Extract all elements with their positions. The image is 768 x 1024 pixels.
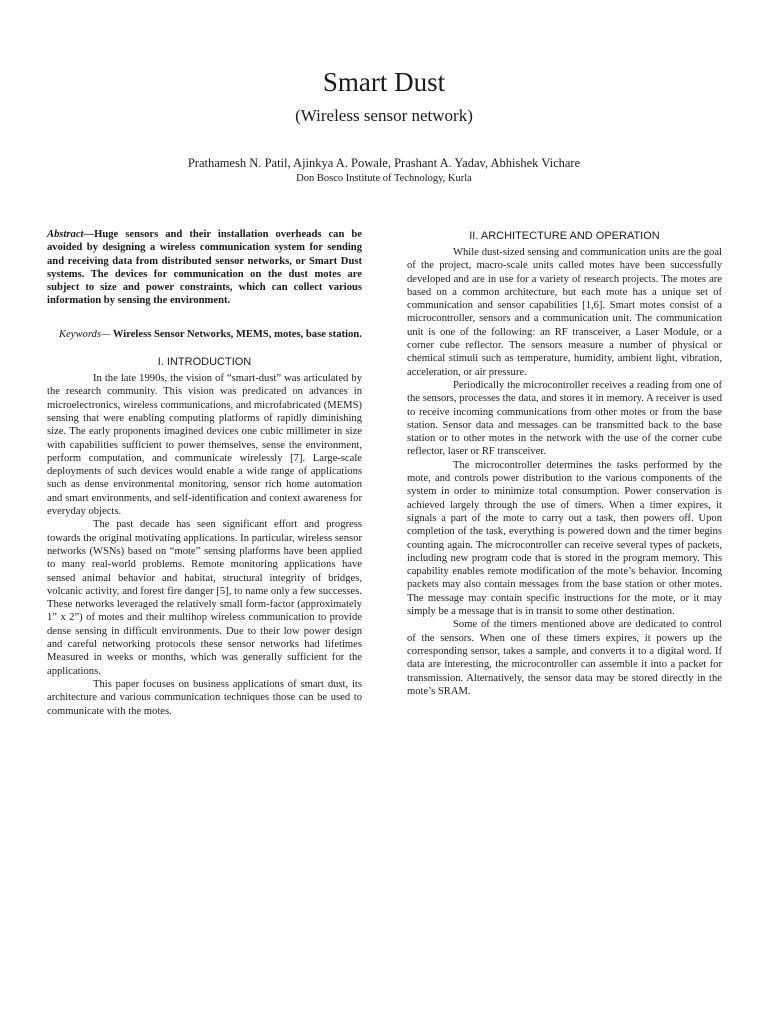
keywords xyxy=(47,328,362,341)
abstract-lead: Abstract xyxy=(47,229,84,240)
section-heading-architecture: II. ARCHITECTURE AND OPERATION xyxy=(469,230,660,242)
section-heading-introduction: I. INTRODUCTION xyxy=(157,356,252,369)
paragraph: In the late 1990s, the vision of “smart-dust” was articulated by the research community. This vision was predicated on advances in microelectronics, wireless communications, and microfabricated (MEMS) sensing that were enabling computing platforms of rapidly diminishing size. The early proponents imagined devices one cubic millimeter in size with capabilities sufficient to power themselves, sense the environment, perform computation, and communicate wirelessly [7]. Large-scale deployments of such devices would enable a wide range of applications such as dense environmental monitoring, sensor rich home automation and smart environments, and self-identification and context awareness for everyday objects. xyxy=(47,373,362,518)
keywords-text: Wireless Sensor Networks, MEMS, motes, base station. xyxy=(110,328,362,340)
paragraph: While dust-sized sensing and communication units are the goal of the project, macro-scale units called motes have been successfully developed and are in use for a variety of research projects. The motes are based on a common architecture, but each mote has a unique set of communication and sensor capabilities [1,6]. Smart motes consist of a microcontroller, sensors and a communication unit. The communication unit is one of the following: an RF transceiver, a Laser Module, or a corner cube reflector. The sensors measure a number of physical or chemical stimuli such as temperature, humidity, ambient light, vibration, acceleration, or air pressure. xyxy=(407,247,722,378)
abstract xyxy=(47,228,362,308)
paragraph: This paper focuses on business applications of smart dust, its architecture and various communication techniques those can be used to communicate with the motes. xyxy=(47,678,362,717)
paper-title: Smart Dust xyxy=(322,67,446,97)
paper-affiliation: Don Bosco Institute of Technology, Kurla xyxy=(296,173,472,184)
paragraph: The microcontroller determines the tasks performed by the mote, and controls power distribution to the various components of the system in order to minimize total consumption. Power conservation is achieved largely through the use of timers. When a timer expires, it signals a part of the mote to carry out a task, then powers off. Upon completion of the task, everything is powered down and the timer begins counting again. The microcontroller can receive several types of packets, including new program code that is stored in the program memory. This capability enables remote modification of the mote’s behavior. Incoming packets may also contain messages from the base station or other motes. The message may contain specific instructions for the mote, or it may simply be a message that is in transit to some other destination. xyxy=(407,459,722,618)
paragraph: The past decade has seen significant effort and progress towards the original motivating applications. In particular, wireless sensor networks (WSNs) based on “mote” sensing platforms have been applied to many real-world problems. Remote monitoring applications have sensed animal behavior and habitat, structural integrity of bridges, volcanic activity, and forest fire danger [5], to name only a few successes. These networks leveraged the relatively small form-factor (approximately 1” x 2”) of motes and their multihop wireless communication to provide dense sensing in difficult environments. Due to their low power design and careful networking protocols these sensor networks had lifetimes Measured in weeks or months, which was generally sufficient for the applications. xyxy=(47,519,362,677)
right-column xyxy=(407,229,722,698)
paragraph: Periodically the microcontroller receives a reading from one of the sensors, processes the data, and stores it in memory. A receiver is used to receive incoming communications from other motes or from the base station. Sensor data and messages can be transmitted back to the base station or to other motes in the network with the use of the corner cube reflector, laser or RF transceiver. xyxy=(407,379,722,458)
paragraph: Some of the timers mentioned above are dedicated to control of the sensors. When one of these timers expires, it powers up the corresponding sensor, takes a sample, and converts it to a digital word. If data are interesting, the microcontroller can assemble it into a packet for transmission. Alternatively, the sensor data may be stored directly in the mote’s SRAM. xyxy=(407,619,722,697)
abstract-text: —Huge sensors and their installation overheads can be avoided by designing a wireless communication system for sending and receiving data from distributed sensor networks, or Smart Dust systems. The devices for communication on the dust motes are subject to size and power constraints, which can collect various information by sensing the environment. xyxy=(47,229,362,307)
paper-subtitle: (Wireless sensor network) xyxy=(295,106,473,125)
keywords-lead: Keywords— xyxy=(59,328,111,340)
paper-authors: Prathamesh N. Patil, Ajinkya A. Powale, Prashant A. Yadav, Abhishek Vichare xyxy=(187,156,581,170)
left-column xyxy=(47,228,362,718)
